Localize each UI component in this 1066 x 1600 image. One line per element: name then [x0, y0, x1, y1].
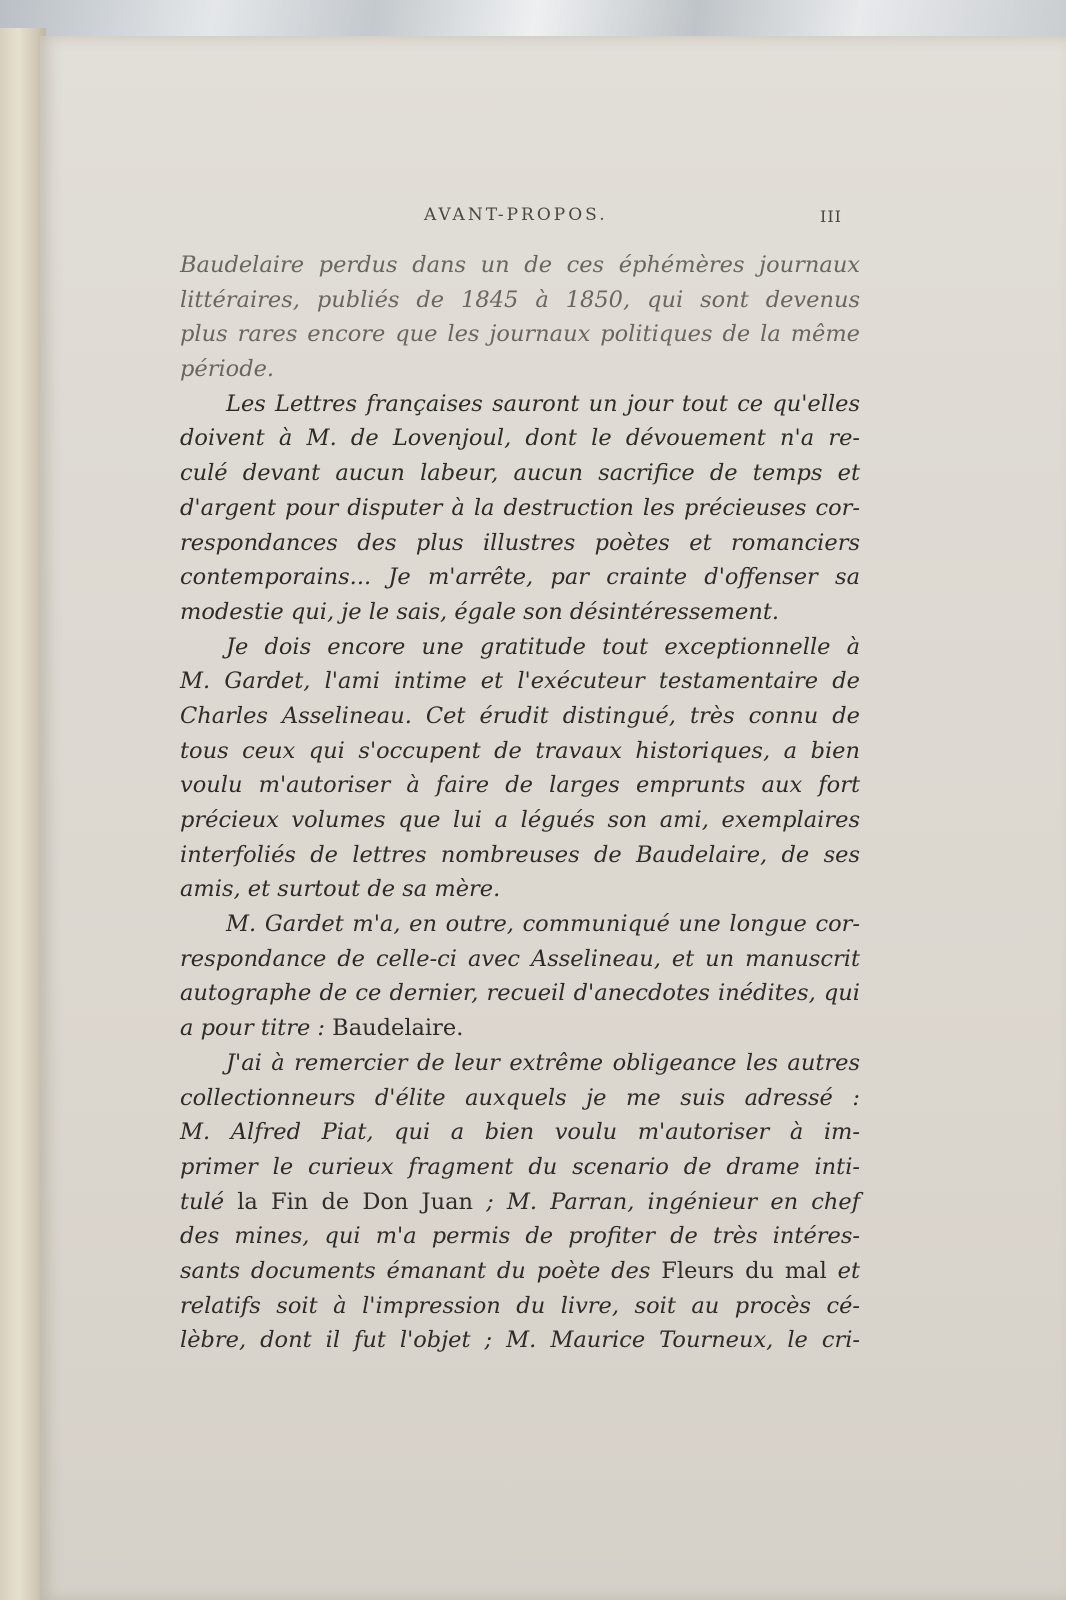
- text-line-italic: contemporains... Je m'arrête, par crainte d'offenser sa: [180, 564, 860, 591]
- text-line-italic: voulu m'autoriser à faire de larges emprunts aux fort: [180, 772, 860, 799]
- text-line: [180, 1011, 860, 1046]
- text-line: [180, 317, 860, 352]
- text-line: [180, 560, 860, 595]
- text-line: [180, 699, 860, 734]
- text-line-italic: tous ceux qui s'occupent de travaux historiques, a bien: [180, 737, 860, 764]
- text-line: [180, 1150, 860, 1185]
- text-line-italic: littéraires, publiés de 1845 à 1850, qui sont devenus: [180, 286, 860, 313]
- text-line: [180, 768, 860, 803]
- running-head: [424, 205, 854, 235]
- text-line: [180, 942, 860, 977]
- text-line: [180, 664, 860, 699]
- text-line-italic: lèbre, dont il fut l'objet ; M. Maurice Tourneux, le cri-: [180, 1327, 860, 1354]
- text-line: [180, 387, 860, 422]
- text-line-italic: a pour titre :: [180, 1015, 325, 1042]
- text-line-italic: primer le curieux fragment du scenario de drame inti-: [180, 1153, 860, 1180]
- text-line: [180, 872, 860, 907]
- text-line-italic: autographe de ce dernier, recueil d'anecdotes inédites, qui: [180, 980, 860, 1007]
- text-line: [180, 976, 860, 1011]
- text-line-italic: précieux volumes que lui a légués son ami, exemplaires: [180, 807, 860, 833]
- text-line: [180, 421, 860, 456]
- text-line-italic: J'ai à remercier de leur extrême obligeance les autres: [226, 1049, 860, 1076]
- text-line: [180, 1289, 860, 1324]
- text-line-italic: Baudelaire perdus dans un de ces éphémères journaux: [180, 252, 860, 278]
- running-title: AVANT-PROPOS.: [424, 205, 608, 225]
- text-line-italic: période.: [180, 356, 275, 383]
- text-line: [180, 1185, 860, 1220]
- text-line-italic: Je dois encore une gratitude tout exceptionnelle à: [226, 633, 860, 660]
- text-line-roman: la Fin de Don Juan: [237, 1188, 473, 1215]
- text-line-italic: M. Gardet, l'ami intime et l'exécuteur testamentaire de: [180, 668, 860, 695]
- text-line: [180, 838, 860, 873]
- page-number: III: [820, 207, 842, 226]
- text-line-italic: culé devant aucun labeur, aucun sacrifice de temps et: [180, 460, 860, 487]
- text-line: [180, 595, 860, 630]
- text-line: [180, 526, 860, 561]
- text-line: [180, 1254, 860, 1289]
- text-line: [180, 491, 860, 526]
- text-line-italic: M. Gardet m'a, en outre, communiqué une longue cor-: [226, 911, 860, 938]
- text-line-italic: doivent à M. de Lovenjoul, dont le dévouement n'a re-: [180, 425, 860, 452]
- text-line-italic: plus rares encore que les journaux politiques de la même: [180, 321, 860, 348]
- text-line-italic: ; M. Parran, ingénieur en chef: [486, 1188, 861, 1215]
- text-line-italic: modestie qui, je le sais, égale son désintéressement.: [180, 598, 780, 625]
- text-line: [180, 630, 860, 665]
- text-line-italic: amis, et surtout de sa mère.: [180, 876, 501, 903]
- text-line-italic: M. Alfred Piat, qui a bien voulu m'autoriser à im-: [180, 1119, 860, 1146]
- text-line-italic: et: [837, 1257, 861, 1284]
- text-line-italic: relatifs soit à l'impression du livre, soit au procès cé-: [180, 1292, 860, 1319]
- text-line: [180, 1219, 860, 1254]
- text-line-italic: respondance de celle-ci avec Asselineau, et un manuscrit: [180, 945, 860, 972]
- text-line-italic: Charles Asselineau. Cet érudit distingué, très connu de: [180, 702, 860, 729]
- text-line: [180, 456, 860, 491]
- text-line: [180, 907, 860, 942]
- text-line-italic: d'argent pour disputer à la destruction les précieuses cor-: [180, 494, 860, 521]
- text-line-italic: sants documents émanant du poète des: [180, 1257, 651, 1284]
- text-line-roman: Baudelaire.: [332, 1015, 464, 1042]
- text-line-italic: tulé: [180, 1188, 225, 1215]
- text-line: [180, 352, 860, 387]
- text-line: [180, 1323, 860, 1358]
- text-line-italic: collectionneurs d'élite auxquels je me suis adressé :: [180, 1084, 860, 1111]
- text-line-roman: Fleurs du mal: [661, 1257, 827, 1284]
- text-line: [180, 283, 860, 318]
- text-line: [180, 248, 860, 283]
- text-line-italic: Les Lettres françaises sauront un jour tout ce qu'elles: [226, 390, 860, 417]
- body-text: [180, 248, 860, 1358]
- text-line: [180, 734, 860, 769]
- text-line-italic: respondances des plus illustres poètes et romanciers: [180, 529, 860, 556]
- text-line: [180, 1115, 860, 1150]
- text-line-italic: interfoliés de lettres nombreuses de Baudelaire, de ses: [180, 841, 860, 868]
- text-line: [180, 1046, 860, 1081]
- text-line: [180, 1081, 860, 1116]
- text-line-italic: des mines, qui m'a permis de profiter de très intéres-: [180, 1223, 860, 1250]
- text-line: [180, 803, 860, 838]
